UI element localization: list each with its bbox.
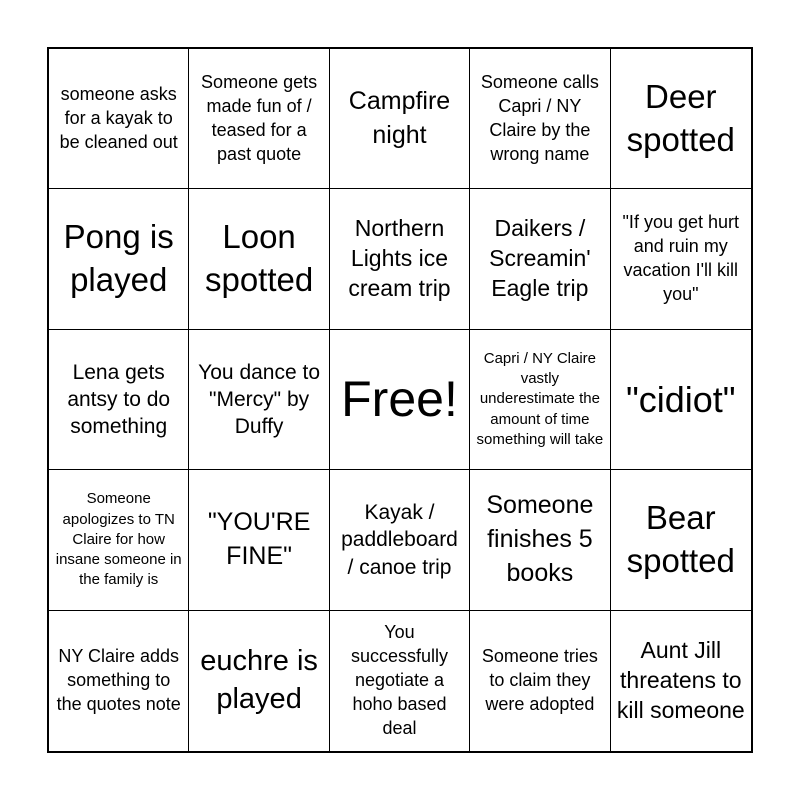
bingo-cell-r3c2[interactable]: [189, 330, 329, 470]
bingo-cell-r1c5[interactable]: [611, 49, 751, 189]
bingo-cell-r3c1[interactable]: [49, 330, 189, 470]
cell-text: Northern Lights ice cream trip: [348, 215, 451, 302]
bingo-cell-r1c1[interactable]: [49, 49, 189, 189]
cell-text: Kayak / paddleboard / canoe trip: [341, 500, 458, 579]
bingo-cell-r1c4[interactable]: [470, 49, 610, 189]
cell-text: Someone apologizes to TN Claire for how insane someone in the family is: [55, 490, 182, 589]
cell-text: Someone tries to claim they were adopted: [481, 645, 598, 714]
cell-text: Lena gets antsy to do something: [67, 360, 171, 439]
bingo-cell-r2c2[interactable]: [189, 189, 329, 329]
cell-text: Deer spotted: [626, 77, 735, 158]
cell-text: Aunt Jill threatens to kill someone: [616, 636, 745, 723]
bingo-cell-r2c4[interactable]: [470, 189, 610, 329]
bingo-cell-r5c1[interactable]: [49, 611, 189, 751]
cell-text: "If you get hurt and ruin my vacation I'll kill you": [622, 212, 740, 305]
cell-text: Loon spotted: [204, 218, 314, 299]
cell-text: Pong is played: [63, 218, 174, 299]
bingo-cell-r5c5[interactable]: [611, 611, 751, 751]
cell-text: Someone finishes 5 books: [486, 491, 594, 587]
cell-text: Capri / NY Claire vastly underestimate the amount of time something will take: [476, 349, 604, 448]
bingo-cell-r5c2[interactable]: [189, 611, 329, 751]
bingo-cell-r2c5[interactable]: [611, 189, 751, 329]
cell-text: someone asks for a kayak to be cleaned out: [59, 83, 178, 152]
cell-text: euchre is played: [200, 645, 318, 715]
cell-text: Someone gets made fun of / teased for a past quote: [201, 71, 318, 164]
cell-text: Daikers / Screamin' Eagle trip: [489, 215, 591, 302]
bingo-cell-free[interactable]: [330, 330, 470, 470]
bingo-cell-r3c4[interactable]: [470, 330, 610, 470]
cell-text: Bear spotted: [626, 499, 735, 579]
cell-text: "cidiot": [625, 378, 736, 420]
cell-text: Free!: [341, 370, 458, 427]
bingo-cell-r4c5[interactable]: [611, 470, 751, 610]
bingo-cell-r1c3[interactable]: [330, 49, 470, 189]
bingo-cell-r4c3[interactable]: [330, 470, 470, 610]
cell-text: You successfully negotiate a hoho based deal: [350, 621, 448, 738]
bingo-cell-r2c3[interactable]: [330, 189, 470, 329]
cell-text: Someone calls Capri / NY Claire by the wrong name: [480, 71, 599, 164]
cell-text: You dance to "Mercy" by Duffy: [198, 360, 321, 439]
cell-text: "YOU'RE FINE": [207, 508, 311, 570]
cell-text: NY Claire adds something to the quotes note: [56, 645, 181, 714]
bingo-cell-r5c4[interactable]: [470, 611, 610, 751]
bingo-cell-r4c1[interactable]: [49, 470, 189, 610]
bingo-cell-r1c2[interactable]: [189, 49, 329, 189]
cell-text: Campfire night: [348, 86, 451, 149]
bingo-cell-r5c3[interactable]: [330, 611, 470, 751]
bingo-cell-r4c4[interactable]: [470, 470, 610, 610]
bingo-cell-r4c2[interactable]: [189, 470, 329, 610]
bingo-board: [47, 47, 753, 753]
bingo-cell-r2c1[interactable]: [49, 189, 189, 329]
bingo-cell-r3c5[interactable]: [611, 330, 751, 470]
